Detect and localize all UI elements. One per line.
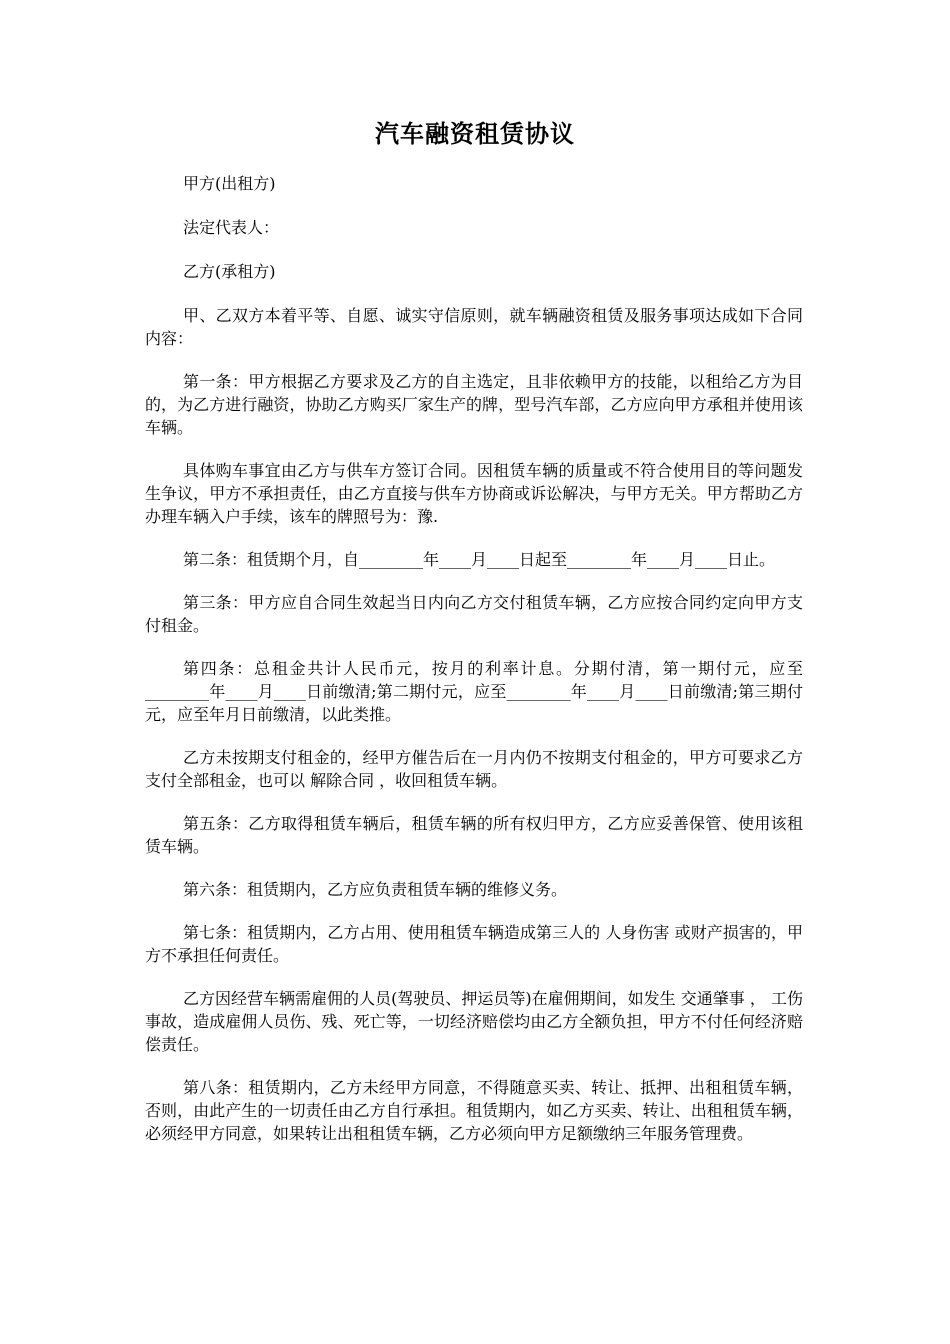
paragraph-article-5: 第五条：乙方取得租赁车辆后，租赁车辆的所有权归甲方，乙方应妥善保管、使用该租赁车辆。 [145, 814, 803, 856]
paragraph-employee-liability: 乙方因经营车辆需雇佣的人员(驾驶员、押运员等)在雇佣期间，如发生 交通肇事 ， 工伤 事故，造成雇佣人员伤、残、死亡等，一切经济赔偿均由乙方全额负担，甲方不付任何经济赔偿责任。 [145, 989, 803, 1054]
document-title: 汽车融资租赁协议 [375, 119, 575, 148]
paragraph-article-3: 第三条：甲方应自合同生效起当日内向乙方交付租赁车辆，乙方应按合同约定向甲方支付租金。 [145, 593, 803, 635]
paragraph-purchase-details: 具体购车事宜由乙方与供车方签订合同。因租赁车辆的质量或不符合使用目的等问题发生争议，甲方不承担责任，由乙方直接与供车方协商或诉讼解决，与甲方无关。甲方帮助乙方办理车辆入户手续，该车的牌照号为：豫. [145, 461, 803, 526]
document-body [145, 172, 803, 1165]
paragraph-legal-representative: 法定代表人： [183, 218, 280, 237]
paragraph-party-a: 甲方(出租方) [183, 174, 276, 193]
paragraph-party-b: 乙方(承租方) [183, 262, 276, 281]
paragraph-article-6: 第六条：租赁期内，乙方应负责租赁车辆的维修义务。 [183, 880, 568, 899]
paragraph-preamble: 甲、乙双方本着平等、自愿、诚实守信原则，就车辆融资租赁及服务事项达成如下合同内容： [145, 306, 803, 348]
paragraph-article-4: 第四条：总租金共计人民币元，按月的利率计息。分期付清，第一期付元，应至________年____月____日前缴清;第二期付元，应至________年____月____日前缴清;第三期付元，应至年月日前缴清，以此类推。 [145, 659, 803, 724]
paragraph-article-7: 第七条：租赁期内，乙方占用、使用租赁车辆造成第三人的 人身伤害 或财产损害的，甲方不承担任何责任。 [145, 923, 803, 965]
paragraph-article-1: 第一条：甲方根据乙方要求及乙方的自主选定，且非依赖甲方的技能，以租给乙方为目的，为乙方进行融资，协助乙方购买厂家生产的牌，型号汽车部，乙方应向甲方承租并使用该车辆。 [145, 372, 803, 437]
paragraph-late-payment: 乙方未按期支付租金的，经甲方催告后在一月内仍不按期支付租金的，甲方可要求乙方支付全部租金，也可以 解除合同 ，收回租赁车辆。 [145, 748, 803, 790]
paragraph-article-8: 第八条：租赁期内，乙方未经甲方同意，不得随意买卖、转让、抵押、出租租赁车辆，否则，由此产生的一切责任由乙方自行承担。租赁期内，如乙方买卖、转让、出租租赁车辆，必须经甲方同意，如果转让出租租赁车辆，乙方必须向甲方足额缴纳三年服务管理费。 [145, 1078, 803, 1143]
paragraph-article-2: 第二条：租赁期个月，自________年____月____日起至________年____月____日止。 [183, 550, 776, 569]
